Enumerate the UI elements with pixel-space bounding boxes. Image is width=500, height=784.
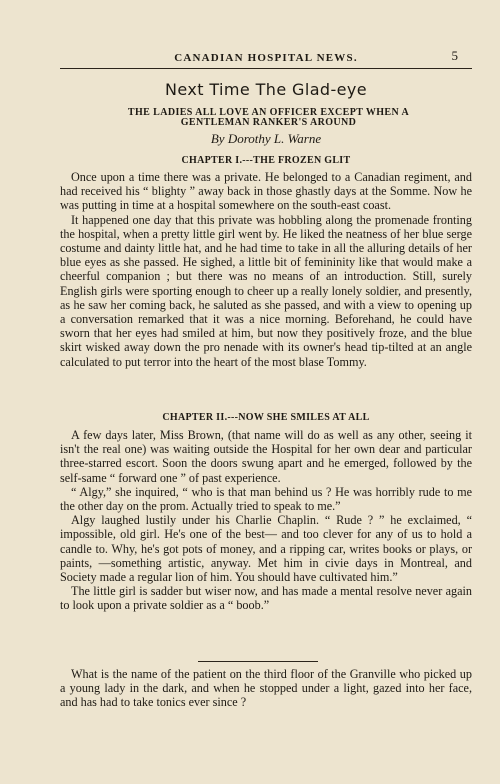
chapter-2-body [60,428,472,613]
chapter-1-body [60,170,472,369]
chapter-2-heading: CHAPTER II.---NOW SHE SMILES AT ALL [162,412,370,423]
byline: By Dorothy L. Warne [210,131,322,146]
paragraph: The little girl is sadder but wiser now, and has made a mental resolve never again to look upon a private soldier as a “ boob.” [60,584,472,613]
filler-item [60,667,472,710]
running-head: CANADIAN HOSPITAL NEWS. [174,52,358,64]
filler-paragraph: What is the name of the patient on the third floor of the Granville who picked up a young lady in the dark, and when he stopped under a light, gazed into her face, and has had to take tonics ever since ? [60,667,472,710]
paragraph: It happened one day that this private was hobbling along the promenade fronting the hospital, when a pretty little girl went by. He liked the neatness of her blue serge costume and dainty little hat, and he had time to take in all the alluring details of her blue eyes as she passed. He sighed, a little bit of femininity like that would make a cheerful companion ; but there was no means of an introduction. Still, surely English girls were sporting enough to cheer up a really lonely soldier, and presently, as he saw her coming back, he saluted as she passed, and with a view to opening up a conversation remarked that it was a nice morning. Beforehand, he could have sworn that her eyes had smiled at him, but now they positively froze, and the blue skirt wisked away down the pro nenade with its owner's head tip-tilted at an angle calculated to put terror into the heart of the most blase Tommy. [60,212,472,369]
section-divider [198,661,318,662]
paragraph: “ Algy,” she inquired, “ who is that man behind us ? He was horribly rude to me the other day on the prom. Actually tried to speak to me.” [60,484,472,514]
paragraph: A few days later, Miss Brown, (that name will do as well as any other, seeing it isn't the real one) was waiting outside the Hospital for her own dear and particular three-starred escort. Soon the doors swung apart and he emerged, followed by the self-same “ forward one ” of past experience. [60,428,472,485]
subtitle-line-1: THE LADIES ALL LOVE AN OFFICER EXCEPT WHEN A [127,107,410,118]
paragraph: Once upon a time there was a private. He belonged to a Canadian regiment, and had received his “ blighty ” away back in those ghastly days at the Somme. Now he was putting in time at a hospital somewhere on the south-east coast. [60,170,472,213]
article-subtitle [95,108,442,128]
page-number: 5 [451,48,458,63]
header-rule [60,68,472,69]
paragraph: Algy laughed lustily under his Charlie Chaplin. “ Rude ? ” he exclaimed, “ impossible, old girl. He's one of the best— and too clever for any of us to hold a candle to. Why, he's got pots of money, and a ripping car, writes books or plays, or paints, —something artistic, anyway. Met him in civie days in Montreal, and Society made a regular lion of him. You should have cultivated him.” [60,513,472,585]
article-title: Next Time The Glad-eye [165,80,367,99]
subtitle-line-2: GENTLEMAN RANKER'S AROUND [180,117,357,128]
chapter-1-heading: CHAPTER I.---THE FROZEN GLIT [181,155,351,166]
